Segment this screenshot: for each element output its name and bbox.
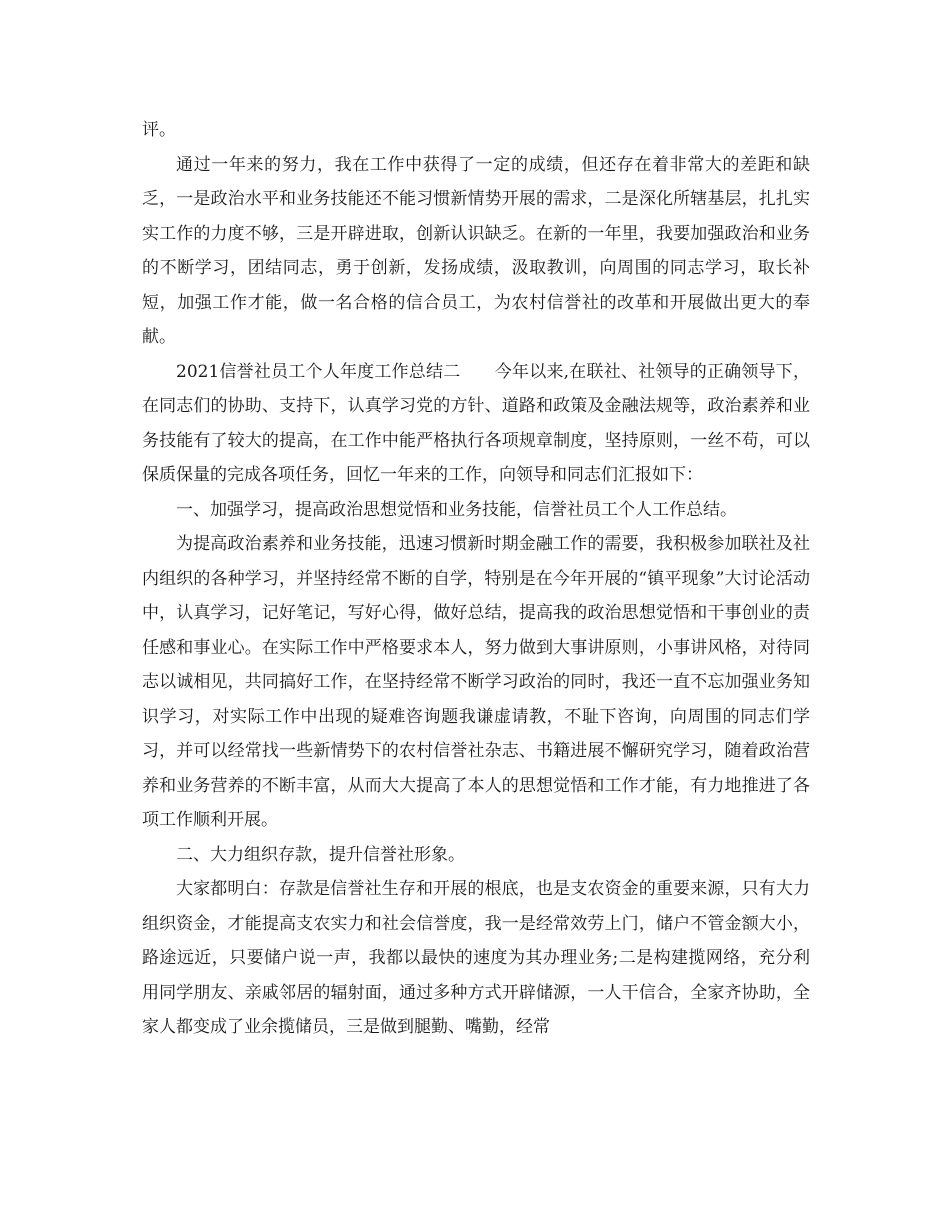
- section-heading-study: 一、加强学习，提高政治思想觉悟和业务技能，信誉社员工个人工作总结。: [176, 499, 737, 520]
- paragraph-summary-two-intro: 2021信誉社员工个人年度工作总结二 今年以来,在联社、社领导的正确领导下，在同志们的协助、支持下，认真学习党的方针、道路和政策及金融法规等，政治素养和业务技能有了较大的提高，在工作中能严格执行各项规章制度，坚持原则，一丝不苟，可以保质保量的完成各项任务，回忆一年来的工作，向领导和同志们汇报如下：: [142, 361, 810, 485]
- paragraph-deposits: 大家都明白：存款是信誉社生存和开展的根底，也是支农资金的重要来源，只有大力组织资金，才能提高支农实力和社会信誉度，我一是经常效劳上门，储户不管金额大小，路途远近，只要储户说一声，我都以最快的速度为其办理业务;二是构建揽网络，充分利用同学朋友、亲戚邻居的辐射面，通过多种方式开辟储源，一人干信合，全家齐协助，全家人都变成了业余揽储员，三是做到腿勤、嘴勤，经常: [142, 879, 810, 1037]
- document-body: [142, 113, 810, 1045]
- section-heading-deposits: 二、大力组织存款，提升信誉社形象。: [176, 844, 465, 865]
- paragraph-self-assessment: 通过一年来的努力，我在工作中获得了一定的成绩，但还存在着非常大的差距和缺乏，一是政治水平和业务技能还不能习惯新情势开展的需求，二是深化所辖基层，扎扎实实工作的力度不够，三是开辟进取，创新认识缺乏。在新的一年里，我要加强政治和业务的不断学习，团结同志，勇于创新，发扬成绩，汲取教训，向周围的同志学习，取长补短，加强工作才能，做一名合格的信合员工，为农村信誉社的改革和开展做出更大的奉献。: [142, 154, 810, 347]
- paragraph-continuation: 评。: [142, 120, 176, 140]
- paragraph-study: 为提高政治素养和业务技能，迅速习惯新时期金融工作的需要，我积极参加联社及社内组织的各种学习，并坚持经常不断的自学，特别是在今年开展的“镇平现象”大讨论活动中，认真学习，记好笔记，写好心得，做好总结，提高我的政治思想觉悟和干事创业的责任感和事业心。在实际工作中严格要求本人，努力做到大事讲原则，小事讲风格，对待同志以诚相见，共同搞好工作，在坚持经常不断学习政治的同时，我还一直不忘加强业务知识学习，对实际工作中出现的疑难咨询题我谦虚请教，不耻下咨询，向周围的同志们学习，并可以经常找一些新情势下的农村信誉社杂志、书籍进展不懈研究学习，随着政治营养和业务营养的不断丰富，从而大大提高了本人的思想觉悟和工作才能，有力地推进了各项工作顺利开展。: [142, 534, 810, 830]
